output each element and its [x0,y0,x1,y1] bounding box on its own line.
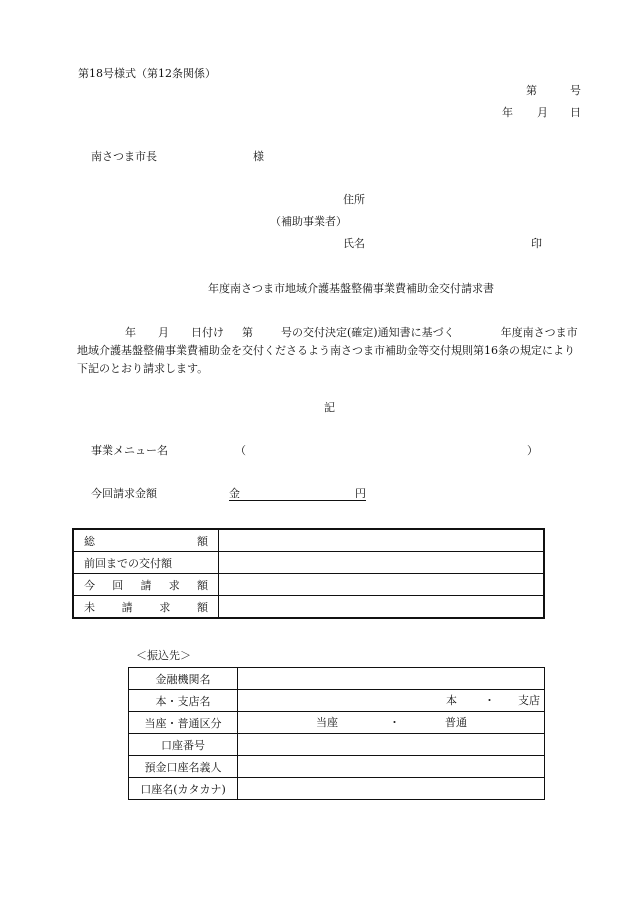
date-year: 年 [502,106,513,119]
doc-number-suffix: 号 [570,84,581,97]
bank-name-label: 金融機関名 [129,668,238,690]
account-type-ordinary[interactable]: 普通 [445,716,467,729]
table-row [73,529,544,552]
seal-mark: 印 [531,237,542,250]
amount-table [72,528,545,619]
table-row [129,756,545,778]
account-number-value[interactable] [238,734,545,756]
branch-option-sub[interactable]: 支店 [518,694,540,707]
previous-amount-label: 前回までの交付額 [73,552,219,574]
body-text-2: 年度南さつま市地域介護基盤整備事業費補助金を交付くださるよう南さつま市補助金等交付規則第16条の規定により下記のとおり請求します。 [77,326,578,375]
request-statement [77,324,582,378]
menu-open-paren: （ [235,444,246,457]
ki-heading: 記 [324,401,335,414]
account-type-checking[interactable]: 当座 [316,716,338,729]
account-holder-label: 預金口座名義人 [129,756,238,778]
body-month: 月 [158,326,169,339]
doc-number-prefix: 第 [526,84,537,97]
body-year: 年 [125,326,136,339]
document-title: 年度南さつま市地域介護基盤整備事業費補助金交付請求書 [208,282,494,295]
unrequested-value[interactable] [219,596,545,619]
address-label: 住所 [343,193,365,206]
request-amount-field [229,488,366,501]
date-month: 月 [537,106,548,119]
menu-label: 事業メニュー名 [91,444,168,457]
body-no-prefix: 第 [242,326,253,339]
branch-value[interactable] [238,690,545,712]
table-row [129,778,545,800]
name-label: 氏名 [343,237,365,250]
amount-prefix: 金 [229,487,240,500]
table-row [73,596,544,619]
current-request-label: 今 回 請 求 額 [73,574,219,596]
request-amount-label: 今回請求金額 [91,487,157,500]
amount-suffix: 円 [355,487,366,500]
bank-name-value[interactable] [238,668,545,690]
branch-option-main[interactable]: 本 [446,694,457,707]
addressee-honorific: 様 [253,150,264,163]
body-text-1: 号の交付決定(確定)通知書に基づく [281,326,455,339]
branch-label: 本・支店名 [129,690,238,712]
date-day: 日 [570,106,581,119]
transfer-table [128,667,545,800]
table-row [129,668,545,690]
unrequested-label: 未 請 求 額 [73,596,219,619]
applicant-role: （補助事業者） [270,215,347,228]
account-number-label: 口座番号 [129,734,238,756]
previous-amount-value[interactable] [219,552,545,574]
total-amount-value[interactable] [219,529,545,552]
table-row [129,734,545,756]
account-type-separator: ・ [389,716,400,729]
table-row [129,712,545,734]
table-row [73,552,544,574]
table-row [129,690,545,712]
current-request-value[interactable] [219,574,545,596]
account-name-kana-label: 口座名(カタカナ) [129,778,238,800]
body-date: 日付け [191,326,224,339]
branch-separator: ・ [484,694,495,707]
form-number: 第18号様式（第12条関係） [78,67,216,80]
menu-close-paren: ） [527,444,538,457]
transfer-heading: ＜振込先＞ [136,649,191,662]
account-type-value[interactable] [238,712,545,734]
total-amount-label: 総 額 [73,529,219,552]
account-type-label: 当座・普通区分 [129,712,238,734]
table-row [73,574,544,596]
account-holder-value[interactable] [238,756,545,778]
addressee-name: 南さつま市長 [91,150,157,163]
account-name-kana-value[interactable] [238,778,545,800]
